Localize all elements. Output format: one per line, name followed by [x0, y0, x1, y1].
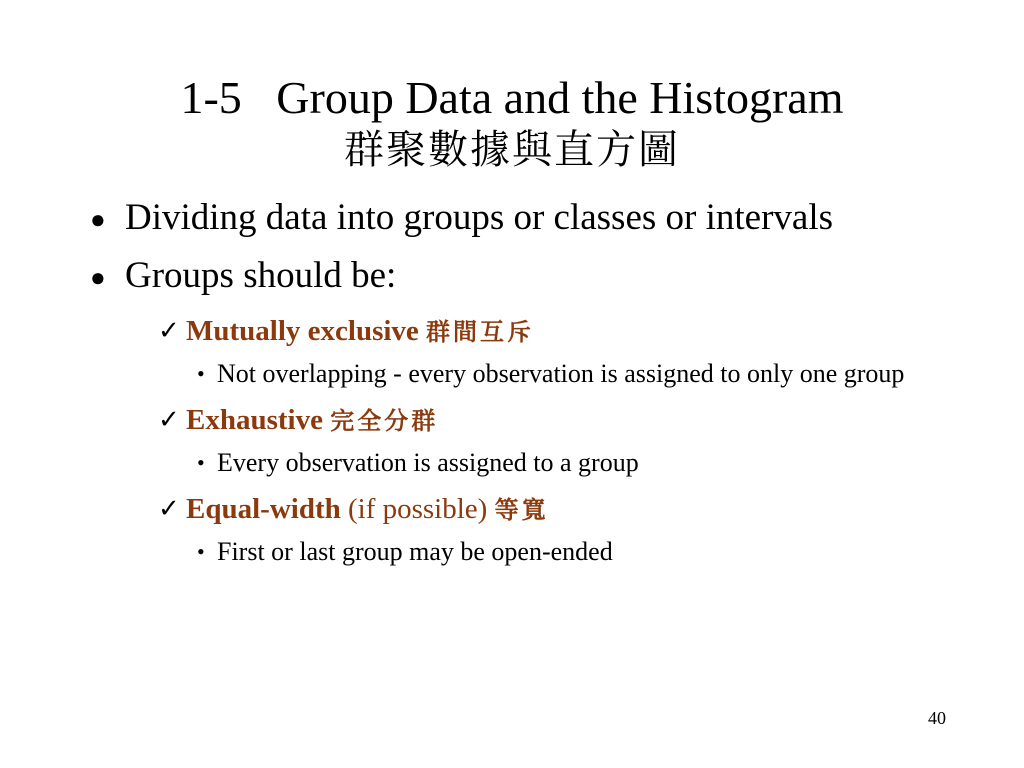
sub-item-qualifier: (if possible) — [347, 493, 488, 525]
detail-text: First or last group may be open-ended — [217, 537, 613, 566]
bullet-dividing-data — [88, 196, 968, 240]
bullet-dot-icon: ● — [90, 205, 106, 234]
bullet-groups-should-be — [88, 254, 968, 298]
detail-equal-width — [197, 535, 937, 569]
checkmark-icon: ✓ — [158, 494, 180, 524]
checkmark-icon: ✓ — [158, 405, 180, 435]
bullet-dot-icon: ● — [90, 263, 106, 292]
slide-title — [0, 72, 1024, 176]
bullet-text: Groups should be: — [125, 255, 397, 296]
checkmark-icon: ✓ — [158, 316, 180, 346]
detail-mutually-exclusive — [197, 357, 937, 391]
bullet-text: Dividing data into groups or classes or intervals — [125, 197, 834, 238]
page-number: 40 — [928, 708, 946, 728]
sub-item-equal-width — [158, 490, 968, 529]
sub-item-mutually-exclusive — [158, 312, 968, 351]
detail-exhaustive — [197, 446, 937, 480]
slide-body — [88, 196, 968, 579]
small-bullet-icon: • — [197, 539, 205, 564]
sub-item-exhaustive — [158, 401, 968, 440]
detail-text: Not overlapping - every observation is assigned to only one group — [217, 359, 905, 388]
small-bullet-icon: • — [197, 361, 205, 386]
sub-item-chinese: 完全分群 — [330, 406, 439, 435]
sub-item-chinese: 等寬 — [494, 495, 549, 524]
sub-item-chinese: 群間互斥 — [426, 317, 535, 346]
title-chinese: 群聚數據與直方圖 — [344, 127, 680, 172]
title-english: 1-5 Group Data and the Histogram — [180, 72, 844, 123]
sub-item-label: Mutually exclusive — [186, 315, 419, 347]
sub-item-label: Equal-width — [186, 493, 341, 525]
sub-item-label: Exhaustive — [186, 404, 323, 436]
small-bullet-icon: • — [197, 450, 205, 475]
detail-text: Every observation is assigned to a group — [217, 448, 639, 477]
